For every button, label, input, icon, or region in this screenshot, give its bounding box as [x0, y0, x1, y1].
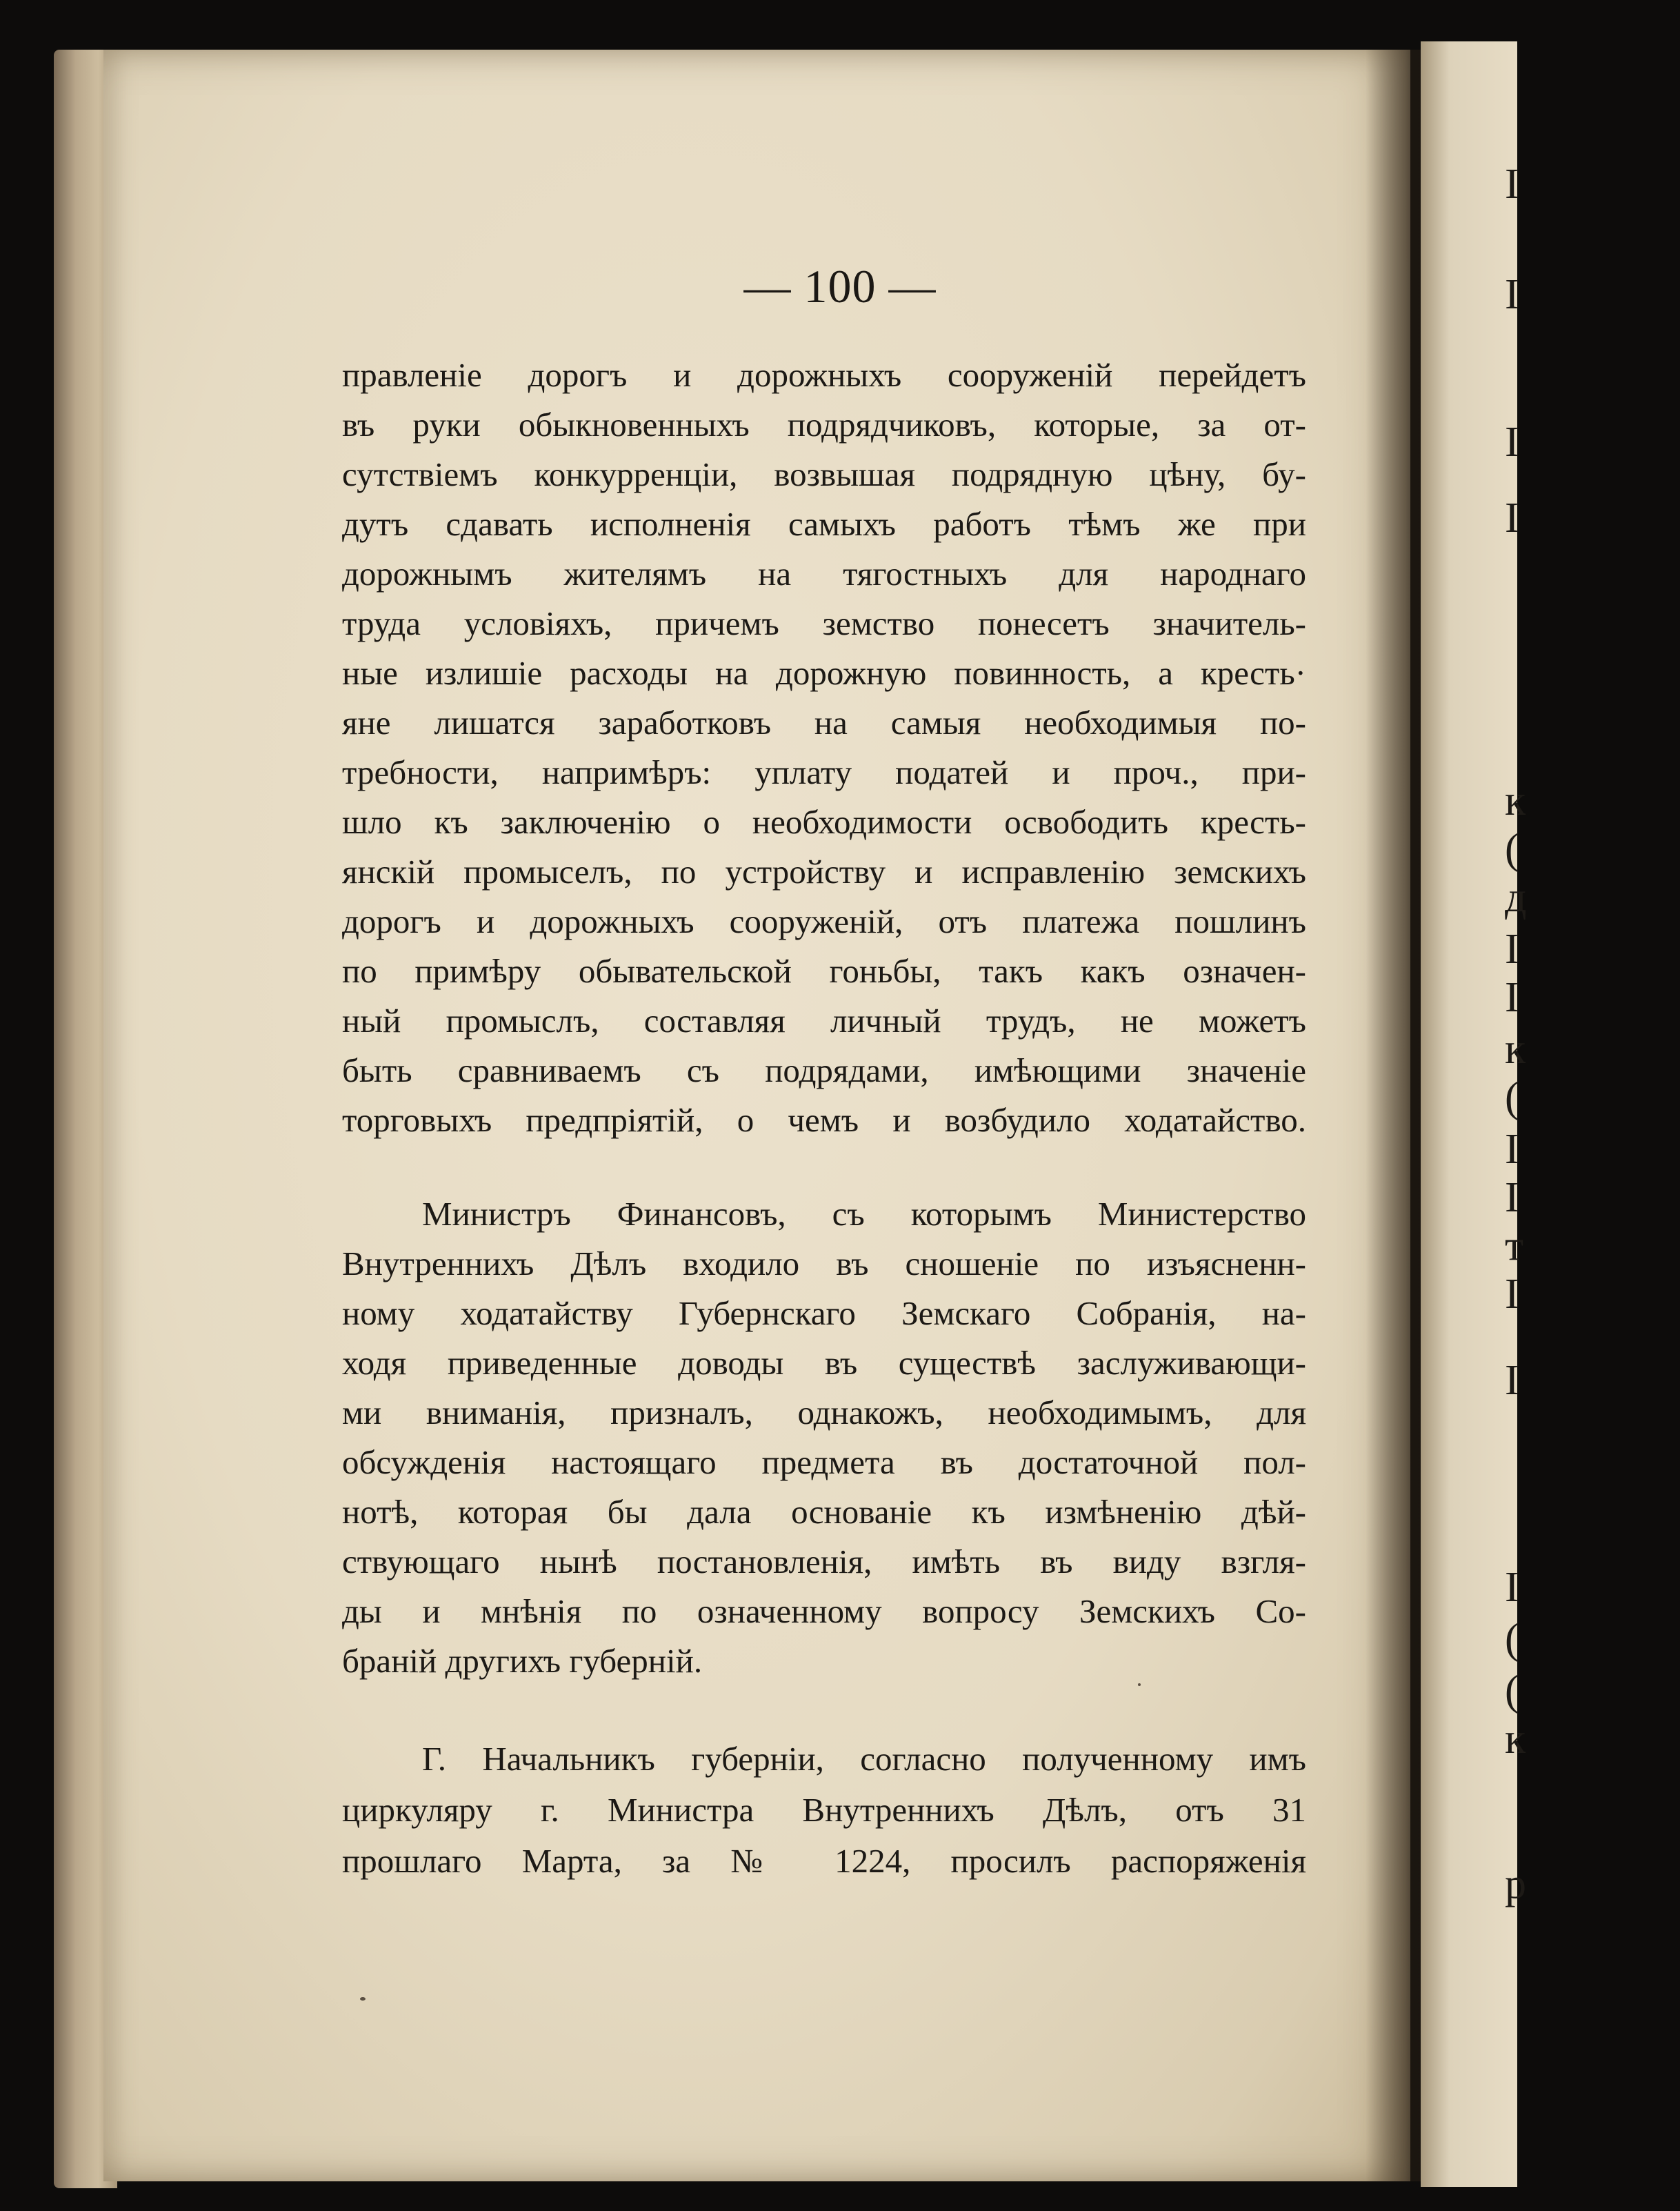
next-page-glyph: ( — [1505, 1616, 1519, 1663]
text-line: Внутреннихъ Дѣлъ входило въ сношеніе по изъясненн- — [342, 1245, 1306, 1282]
text-line: дорожнымъ жителямъ на тягостныхъ для народнаго — [342, 555, 1306, 593]
next-page-glyph: к — [1505, 1716, 1526, 1763]
text-line: ный промыслъ, составляя личный трудъ, не можетъ — [342, 1002, 1306, 1040]
next-page-glyph: р — [1505, 1861, 1526, 1907]
text-line: по примѣру обывательской гоньбы, такъ какъ означен- — [342, 952, 1306, 990]
text-line: требности, напримѣръ: уплату податей и проч., при- — [342, 753, 1306, 791]
next-page-glyph: I — [1505, 161, 1519, 208]
text-line: труда условіяхъ, причемъ земство понесетъ значитель- — [342, 604, 1306, 642]
next-page-glyph: I — [1505, 1126, 1519, 1173]
text-line: ходя приведенные доводы въ существѣ заслуживающи- — [342, 1344, 1306, 1382]
next-page-glyph: I — [1505, 974, 1519, 1021]
text-line: сутствіемъ конкурренціи, возвышая подрядную цѣну, бу- — [342, 455, 1306, 493]
next-page-glyph: I — [1505, 495, 1519, 542]
text-line: ному ходатайству Губернскаго Земскаго Собранія, на- — [342, 1294, 1306, 1332]
next-page-glyph: ( — [1505, 1667, 1519, 1714]
text-line: ми вниманія, призналъ, однакожъ, необходимымъ, для — [342, 1394, 1306, 1431]
next-page-glyph: ( — [1505, 826, 1519, 873]
text-line: быть сравниваемъ съ подрядами, имѣющими значеніе — [342, 1051, 1306, 1089]
text-line: Г. Начальникъ губерніи, согласно полученному имъ — [422, 1740, 1306, 1778]
text-line: янскій промыселъ, по устройству и исправленію земскихъ — [342, 853, 1306, 891]
text-line: прошлаго Марта, за № 1224, просилъ распоряженія — [342, 1842, 1306, 1880]
page-number: — 100 — — [743, 260, 937, 313]
text-line: правленіе дорогъ и дорожныхъ сооруженій перейдетъ — [342, 356, 1306, 394]
text-line: яне лишатся заработковъ на самыя необходимыя по- — [342, 704, 1306, 742]
next-page-glyph: I — [1505, 1174, 1519, 1221]
text-line: Министръ Финансовъ, съ которымъ Министерство — [422, 1195, 1306, 1233]
text-line: шло къ заключенію о необходимости освободить кресть- — [342, 803, 1306, 841]
next-page-glyph: т — [1505, 1222, 1524, 1269]
text-line: ды и мнѣнія по означенному вопросу Земскихъ Со- — [342, 1592, 1306, 1630]
text-line: торговыхъ предпріятій, о чемъ и возбудило ходатайство. — [342, 1101, 1306, 1139]
paper-speck — [1138, 1683, 1141, 1686]
next-page-glyph: I — [1505, 1564, 1519, 1611]
text-line: нотѣ, которая бы дала основаніе къ измѣненію дѣй- — [342, 1493, 1306, 1531]
text-line: дутъ сдавать исполненія самыхъ работъ тѣмъ же при — [342, 505, 1306, 543]
next-page-glyph: I — [1505, 926, 1519, 973]
next-page-glyph: д — [1505, 874, 1527, 921]
paper-speck — [360, 1997, 366, 2001]
next-page-glyph: I — [1505, 271, 1519, 318]
adjacent-page-edge — [1421, 41, 1517, 2187]
text-line: ные излишіе расходы на дорожную повинность, а кресть· — [342, 654, 1306, 692]
text-line: дорогъ и дорожныхъ сооруженій, отъ платежа пошлинъ — [342, 902, 1306, 940]
next-page-glyph: к — [1505, 777, 1526, 824]
text-line: циркуляру г. Министра Внутреннихъ Дѣлъ, отъ 31 — [342, 1791, 1306, 1829]
next-page-glyph: к — [1505, 1026, 1526, 1073]
text-line: ствующаго нынѣ постановленія, имѣть въ виду взгля- — [342, 1543, 1306, 1580]
next-page-glyph: ( — [1505, 1074, 1519, 1121]
text-line: браній другихъ губерній. — [342, 1642, 703, 1680]
text-line: обсужденія настоящаго предмета въ достаточной пол- — [342, 1443, 1306, 1481]
next-page-glyph: I — [1505, 419, 1519, 466]
text-line: въ руки обыкновенныхъ подрядчиковъ, которые, за от- — [342, 406, 1306, 444]
next-page-glyph: I — [1505, 1357, 1519, 1404]
next-page-glyph: I — [1505, 1271, 1519, 1318]
